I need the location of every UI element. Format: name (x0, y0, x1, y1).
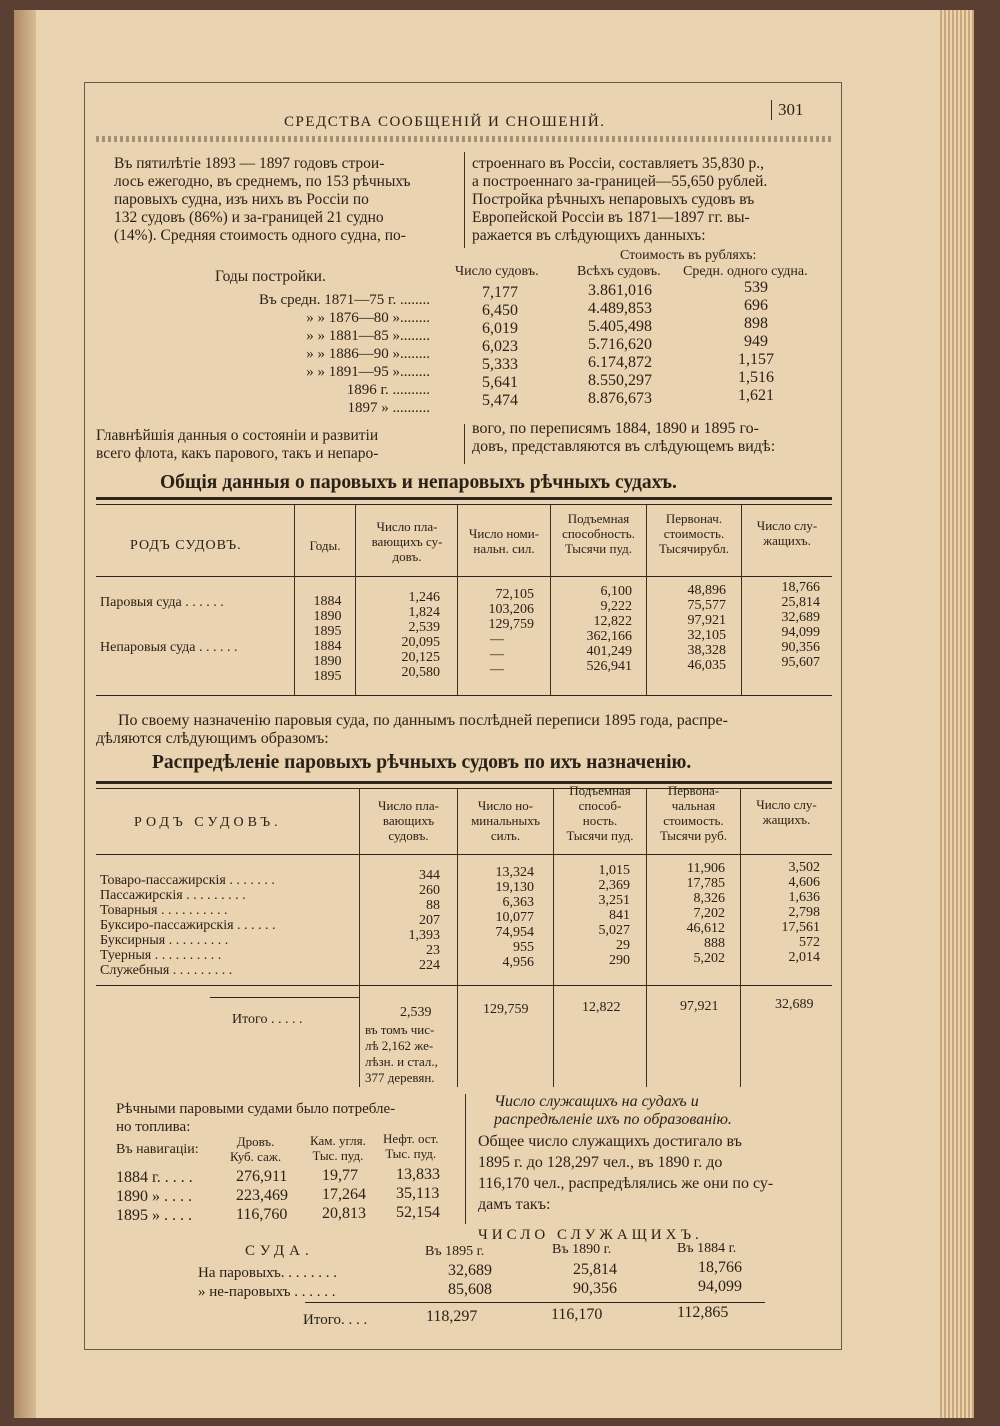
dist-total-staff: 32,689 (775, 997, 814, 1012)
build-totals: 3.861,016 4.489,853 5.405,498 5.716,620 6.174,872 8.550,297 8.876,673 (588, 282, 652, 407)
dist-total-note: въ томъ чис- лѣ 2,162 же- лѣзн. и стал., 377 деревян. (365, 1022, 438, 1085)
build-counts: 7,177 6,450 6,019 6,023 5,333 5,641 5,474 (482, 284, 518, 409)
row-label-steam: Паровыя суда . . . . . . (100, 595, 224, 610)
staff-col-1884: Въ 1884 г. (677, 1241, 737, 1256)
col-years-built: Годы постройки. (215, 268, 326, 285)
mid-para-right: вого, по переписямъ 1884, 1890 и 1895 го- довъ, представляются въ слѣдующемъ видѣ: (472, 420, 776, 455)
col-total-cost: Всѣхъ судовъ. (577, 264, 661, 279)
intro-right: строеннаго въ Россіи, составляетъ 35,830 р., а построеннаго за-границей—55,650 рублей. Постройка рѣчныхъ непаровыхъ судовъ въ Европейской Россіи въ 1871—1897 гг. вы- ражается въ слѣдующихъ данныхъ: (472, 155, 768, 244)
fuel-oil: 13,833 35,113 52,154 (396, 1166, 440, 1221)
fuel-coal: 19,77 17,264 20,813 (322, 1167, 366, 1222)
col-avg-cost: Средн. одного судна. (683, 264, 808, 279)
col-ship-count: Число судовъ. (455, 264, 539, 279)
gen-header-cost: Первонач. стоимость. Тысячирубл. (659, 511, 729, 556)
fuel-col-oil: Нефт. ост. Тыс. пуд. (383, 1131, 439, 1161)
rule (305, 1302, 765, 1303)
col-line (294, 505, 295, 695)
dist-header-type: РОДЪ СУДОВЪ. (134, 815, 282, 830)
gen-header-type: РОДЪ СУДОВЪ. (130, 538, 242, 553)
gen-col-years: 1884 1890 1895 1884 1890 1895 (313, 594, 342, 684)
fuel-wood: 276,911 223,469 116,760 (236, 1168, 288, 1223)
dist-col-staff: 3,502 4,606 1,636 2,798 17,561 572 2,014 (781, 860, 820, 965)
dist-total-hp: 129,759 (483, 1002, 529, 1017)
fuel-col-nav: Въ навигаціи: (116, 1142, 199, 1157)
dist-total-cost: 97,921 (680, 999, 719, 1014)
column-divider-2 (464, 424, 465, 464)
column-divider-3 (465, 1094, 466, 1224)
dist-header-capacity: Подъемная способ- ность. Тысячи пуд. (566, 783, 634, 843)
mid-para-left: Главнѣйшія данныя о состояніи и развитіи всего флота, какъ парового, такъ и непаро- (96, 427, 379, 462)
gen-col-capacity: 6,100 9,222 12,822 362,166 401,249 526,941 (586, 584, 632, 674)
dist-header-hp: Число но- минальныхъ силъ. (471, 798, 540, 843)
staff-heading: Число служащихъ на судахъ и распредѣленіе ихъ по образованію. (494, 1093, 732, 1128)
gen-header-floating: Число пла- вающихъ су- довъ. (371, 519, 443, 564)
column-divider (464, 152, 465, 248)
running-title: СРЕДСТВА СООБЩЕНІЙ И СНОШЕНІЙ. (284, 114, 606, 130)
fuel-years: 1884 г. . . . . 1890 » . . . . 1895 » . . . . (116, 1169, 193, 1224)
staff-col-1895: Въ 1895 г. (425, 1244, 485, 1259)
dist-total-capacity: 12,822 (582, 1000, 621, 1015)
staff-table-group: ЧИСЛО СЛУЖАЩИХЪ. (478, 1227, 703, 1243)
dist-intro: По своему назначенію паровыя суда, по даннымъ послѣдней переписи 1895 года, распре- дѣляются слѣдующимъ образомъ: (96, 712, 728, 747)
rule (96, 985, 832, 986)
dist-total-floating: 2,539 (400, 1005, 432, 1020)
gen-col-cost: 48,896 75,577 97,921 32,105 38,328 46,035 (687, 583, 726, 673)
staff-1884: 18,766 94,099 (698, 1259, 742, 1295)
staff-total-1890: 116,170 (551, 1306, 603, 1323)
fuel-col-coal: Кам. угля. Тыс. пуд. (310, 1133, 366, 1163)
staff-total-1884: 112,865 (677, 1304, 729, 1321)
gen-header-staff: Число слу- жащихъ. (756, 518, 818, 548)
fuel-intro: Рѣчными паровыми судами было потребле- но топлива: (116, 1101, 396, 1135)
dist-row-labels: Товаро-пассажирскія . . . . . . . Пассажирскія . . . . . . . . . Товарныя . . . . . . . . . . Буксиро-пассажирскія . . . . . . Буксирныя . . . . . . . . . Туерныя . . . . . . . . . . Служебныя . . . . . . . . . (100, 873, 276, 978)
dist-col-hp: 13,324 19,130 6,363 10,077 74,954 955 4,956 (495, 865, 534, 970)
staff-col-1890: Въ 1890 г. (552, 1242, 612, 1257)
staff-body: Общее число служащихъ достигало въ 1895 г. до 128,297 чел., въ 1890 г. до 116,170 чел., распредѣлялись же они по су- дамъ такъ: (478, 1133, 774, 1213)
staff-1895: 32,689 85,608 (448, 1262, 492, 1298)
staff-total-label: Итого. . . . (303, 1312, 368, 1328)
dist-header-floating: Число пла- вающихъ судовъ. (378, 798, 439, 843)
staff-col-ship: СУДА. (245, 1243, 314, 1259)
col-line (355, 505, 356, 695)
dist-total-label: Итого . . . . . (232, 1012, 303, 1027)
dist-col-cost: 11,906 17,785 8,326 7,202 46,612 888 5,202 (686, 861, 725, 966)
gen-col-staff: 18,766 25,814 32,689 94,099 90,356 95,607 (781, 580, 820, 670)
row-label-nonsteam: Непаровыя суда . . . . . . (100, 640, 238, 655)
rule (96, 497, 832, 500)
gen-header-hp: Число номи- нальн. сил. (468, 526, 540, 556)
intro-left: Въ пятилѣтіе 1893 — 1897 годовъ строи- лось ежегодно, въ среднемъ, по 153 рѣчныхъ паровыхъ судна, изъ нихъ въ Россіи по 132 судовъ (86%) и за-границей 21 судно (14%). Средняя стоимость одного судна, по- (114, 155, 411, 244)
rule (96, 695, 832, 696)
rule (96, 854, 832, 855)
page-edges (940, 10, 974, 1418)
fuel-col-wood: Дровъ. Куб. саж. (230, 1134, 282, 1164)
rule (96, 504, 832, 505)
dist-header-cost: Первона- чальная стоимость. Тысячи руб. (659, 783, 728, 843)
gen-header-years: Годы. (309, 538, 341, 553)
col-line (740, 789, 741, 1087)
rule (96, 576, 832, 577)
dist-table-title: Распредѣленіе паровыхъ рѣчныхъ судовъ по ихъ назначенію. (152, 752, 692, 773)
col-cost-group: Стоимость въ рубляхъ: (620, 248, 757, 263)
general-table-title: Общія данныя о паровыхъ и непаровыхъ рѣчныхъ судахъ. (160, 472, 677, 493)
dist-col-capacity: 1,015 2,369 3,251 841 5,027 29 290 (598, 863, 630, 968)
build-averages: 539 696 898 949 1,157 1,516 1,621 (738, 279, 774, 404)
gen-col-hp: 72,105 103,206 129,759 — — — (488, 587, 534, 677)
book-spine (14, 10, 36, 1418)
page-number: 301 (771, 100, 804, 120)
header-ornament (96, 136, 831, 142)
dist-col-floating: 344 260 88 207 1,393 23 224 (408, 868, 440, 973)
staff-row-labels: На паровыхъ. . . . . . . . » не-паровыхъ . . . . . . (198, 1265, 338, 1300)
gen-header-capacity: Подъемная способность. Тысячи пуд. (562, 511, 635, 556)
build-row-labels: Въ средн. 1871—75 г. ........ » » 1876—80 »........ » » 1881—85 »........ » » 1886—90 »........ » » 1891—95 »........ 1896 г. .......... 1897 » .......... (259, 292, 430, 416)
dist-header-staff: Число слу- жащихъ. (756, 797, 817, 827)
gen-col-floating: 1,246 1,824 2,539 20,095 20,125 20,580 (401, 590, 440, 680)
rule (210, 997, 360, 998)
staff-total-1895: 118,297 (426, 1308, 478, 1325)
staff-1890: 25,814 90,356 (573, 1261, 617, 1297)
